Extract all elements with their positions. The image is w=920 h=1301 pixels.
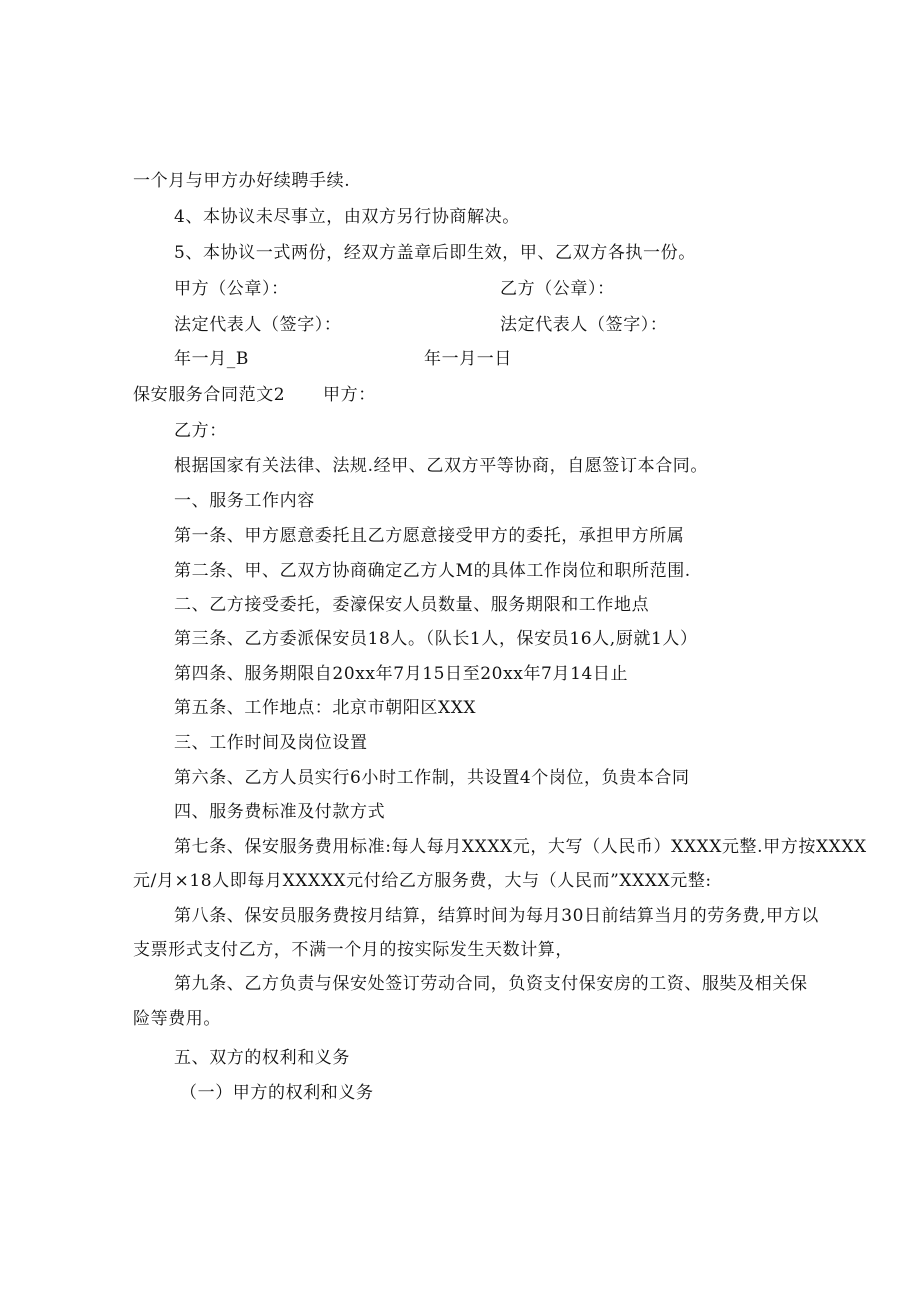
party-a-seal-label: 甲方（公章）： [174,279,289,299]
clause-4: 4、本协议未尽事立，由双方另行协商解决。 [174,207,520,227]
party-b-label: 乙方： [174,421,227,441]
article-7: 第七条、保安服务费用标准:每人每月XXXX元，大写（人民币）XXXX元整.甲方按XXXX [174,837,867,857]
section-4-heading: 四、服务费标准及付款方式 [174,802,386,822]
paragraph-renewal: 一个月与甲方办好续聘手续. [133,171,351,191]
article-9: 第九条、乙方负责与保安处签订劳动合同，负资支付保安房的工资、服奘及相关保 [174,974,808,994]
article-2: 第二条、甲、乙双方协商确定乙方人M的具体工作岗位和职所范围. [174,561,691,581]
party-a-representative-label: 法定代表人（签字）： [174,315,342,335]
section-1-heading: 一、服务工作内容 [174,491,315,511]
preamble: 根据国家有关法律、法规.经甲、乙双方平等协商，自愿签订本合同。 [174,456,709,476]
party-b-representative-label: 法定代表人（签字）： [500,315,668,335]
article-9-continued: 险等费用。 [133,1009,221,1029]
clause-5: 5、本协议一式两份，经双方盖章后即生效，甲、乙双方各执一份。 [174,243,696,263]
party-b-date: 年一月一日 [424,349,512,369]
article-7-continued: 元/月×18人即每月XXXXX元付给乙方服务费，大与（人民而”XXXX元整: [133,871,712,891]
section-2-heading: 二、乙方接受委托，委濠保安人员数量、服务期限和工作地点 [174,595,650,615]
article-6: 第六条、乙方人员实行6小时工作制，共设置4个岗位，负贵本合同 [174,768,690,788]
article-8: 第八条、保安员服务费按月结算，结算时间为每月30日前结算当月的劳务费,甲方以 [174,906,819,926]
section-5-heading: 五、双方的权利和义务 [174,1048,350,1068]
contract-title: 保安服务合同范文2 [133,385,286,405]
section-3-heading: 三、工作时间及岗位设置 [174,733,368,753]
article-3: 第三条、乙方委派保安员18人。（队长1人，保安员16人,厨就1人） [174,629,698,649]
party-b-seal-label: 乙方（公章）： [500,279,615,299]
article-5: 第五条、工作地点：北京市朝阳区XXX [174,698,477,718]
article-8-continued: 支票形式支付乙方，不满一个月的按实际发生天数计算， [133,940,573,960]
party-a-date: 年一月_B [174,349,249,369]
article-4: 第四条、服务期限自20xx年7月15日至20xx年7月14日止 [174,664,629,684]
article-1: 第一条、甲方愿意委托且乙方愿意接受甲方的委托，承担甲方所属 [174,526,685,546]
subsection-party-a-rights: （一）甲方的权利和义务 [180,1083,374,1103]
party-a-label: 甲方： [323,385,376,405]
